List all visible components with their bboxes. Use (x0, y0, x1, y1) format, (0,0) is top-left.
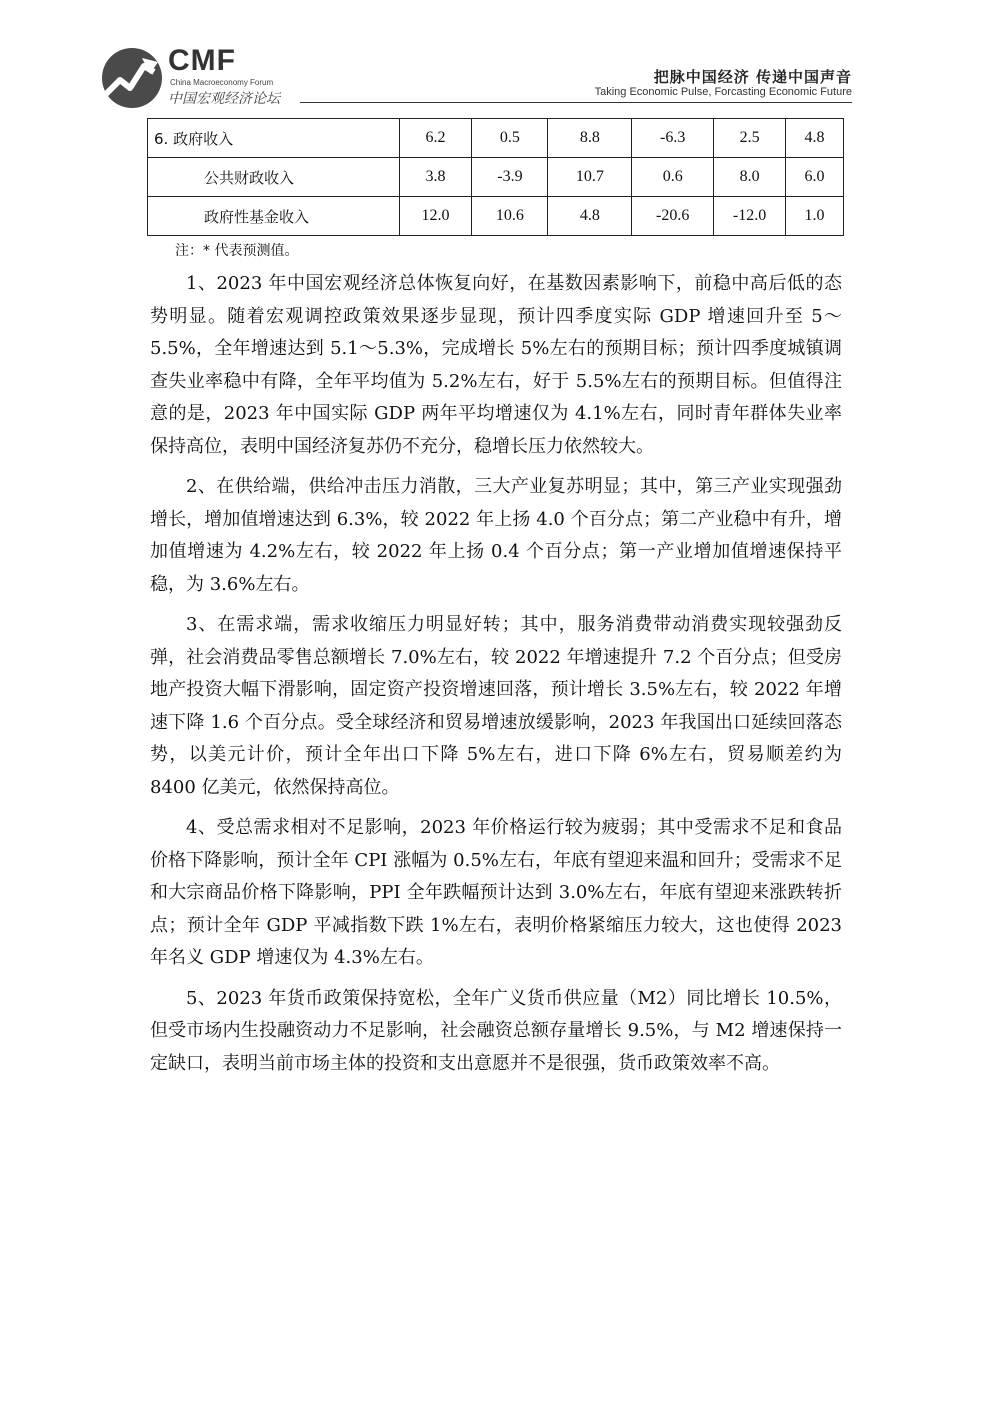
table-cell: 4.8 (548, 197, 632, 236)
row-label: 政府性基金收入 (148, 197, 400, 236)
paragraph-2: 2、在供给端，供给冲击压力消散，三大产业复苏明显；其中，第三产业实现强劲增长，增加值增速达到 6.3%，较 2022 年上扬 4.0 个百分点；第二产业稳中有升，增加值增速为 4.2%左右，较 2022 年上扬 0.4 个百分点；第一产业增加值增速保持平稳，为 3.6%左右。 (150, 476, 842, 595)
table-cell: 8.0 (714, 158, 786, 197)
page-header (0, 0, 992, 110)
row-label: 公共财政收入 (148, 158, 400, 197)
table-row (148, 197, 844, 236)
body-text (150, 268, 842, 1088)
header-divider (300, 102, 852, 103)
paragraph-1: 1、2023 年中国宏观经济总体恢复向好，在基数因素影响下，前稳中高后低的态势明显。随着宏观调控政策效果逐步显现，预计四季度实际 GDP 增速回升至 5～5.5%，全年增速达到 5.1～5.3%，完成增长 5%左右的预期目标；预计四季度城镇调查失业率稳中有降，全年平均值为 5.2%左右，好于 5.5%左右的预期目标。但值得注意的是，2023 年中国实际 GDP 两年平均增速仅为 4.1%左右，同时青年群体失业率保持高位，表明中国经济复苏仍不充分，稳增长压力依然较大。 (150, 273, 842, 457)
table-cell: -20.6 (632, 197, 714, 236)
table-cell: 10.7 (548, 158, 632, 197)
table-cell: 12.0 (399, 197, 472, 236)
paragraph-3: 3、在需求端，需求收缩压力明显好转；其中，服务消费带动消费实现较强劲反弹，社会消费品零售总额增长 7.0%左右，较 2022 年增速提升 7.2 个百分点；但受房地产投资大幅下滑影响，固定资产投资增速回落，预计增长 3.5%左右，较 2022 年增速下降 1.6 个百分点。受全球经济和贸易增速放缓影响，2023 年我国出口延续回落态势，以美元计价，预计全年出口下降 5%左右，进口下降 6%左右，贸易顺差约为 8400 亿美元，依然保持高位。 (150, 614, 842, 798)
logo-subtitle-cn: 中国宏观经济论坛 (168, 91, 280, 107)
table-cell: 10.6 (472, 197, 548, 236)
logo-text: CMF (168, 44, 236, 77)
table-cell: 3.8 (399, 158, 472, 197)
table-cell: -6.3 (632, 119, 714, 158)
table-cell: 0.6 (632, 158, 714, 197)
row-label: 6. 政府收入 (148, 119, 400, 158)
cmf-logo-icon (98, 44, 166, 112)
table-cell: -12.0 (714, 197, 786, 236)
table-note: 注：* 代表预测值。 (175, 243, 299, 259)
table-cell: 6.2 (399, 119, 472, 158)
table-cell: 2.5 (714, 119, 786, 158)
paragraph-4: 4、受总需求相对不足影响，2023 年价格运行较为疲弱；其中受需求不足和食品价格下降影响，预计全年 CPI 涨幅为 0.5%左右，年底有望迎来温和回升；受需求不足和大宗商品价格下降影响，PPI 全年跌幅预计达到 3.0%左右，年底有望迎来涨跌转折点；预计全年 GDP 平减指数下跌 1%左右，表明价格紧缩压力较大，这也使得 2023 年名义 GDP 增速仅为 4.3%左右。 (150, 817, 842, 968)
table-cell: 8.8 (548, 119, 632, 158)
table-row (148, 158, 844, 197)
table-cell: -3.9 (472, 158, 548, 197)
table-cell: 4.8 (786, 119, 844, 158)
table-cell: 1.0 (786, 197, 844, 236)
slogan-cn: 把脉中国经济 传递中国声音 (653, 68, 852, 86)
paragraph-5: 5、2023 年货币政策保持宽松，全年广义货币供应量（M2）同比增长 10.5%，但受市场内生投融资动力不足影响，社会融资总额存量增长 9.5%，与 M2 增速保持一定缺口，表明当前市场主体的投资和支出意愿并不是很强，货币政策效率不高。 (150, 987, 842, 1074)
table-row (148, 119, 844, 158)
table-cell: 0.5 (472, 119, 548, 158)
table-cell: 6.0 (786, 158, 844, 197)
slogan-en: Taking Economic Pulse, Forcasting Economic Future (594, 86, 852, 98)
government-revenue-table (147, 118, 844, 236)
logo-subtitle-en: China Macroeconomy Forum (170, 78, 274, 87)
